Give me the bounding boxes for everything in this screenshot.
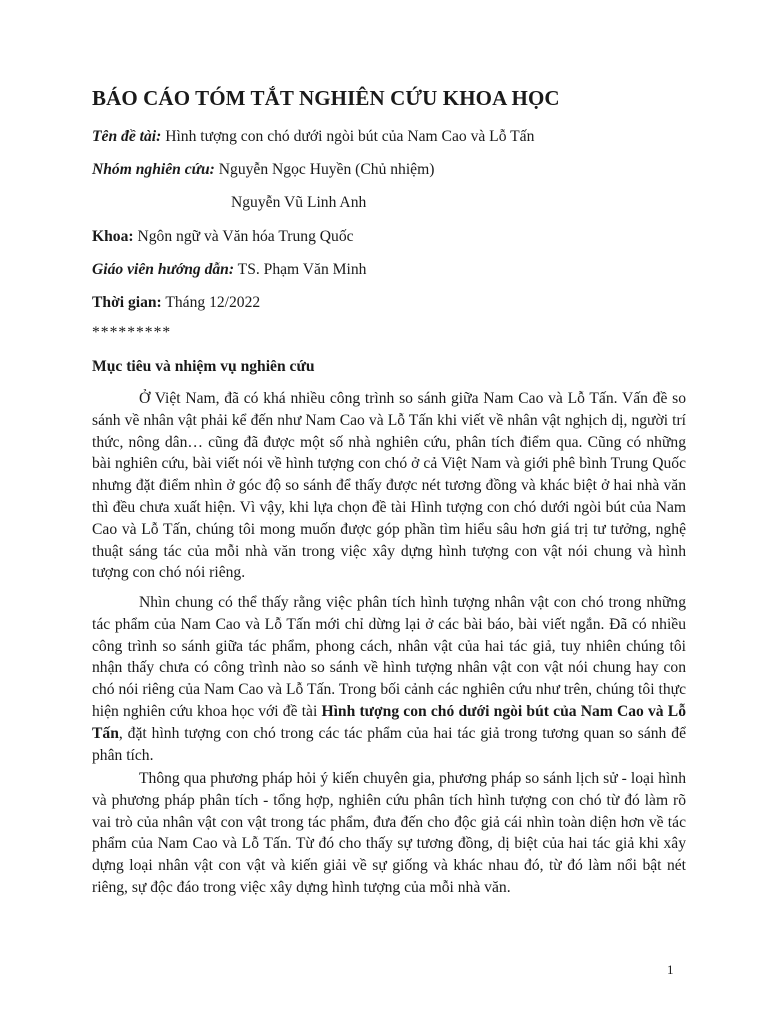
group-member-2: Nguyễn Vũ Linh Anh [231,194,367,211]
topic-label: Tên đề tài: [92,128,162,145]
paragraph-3: Thông qua phương pháp hỏi ý kiến chuyên gia, phương pháp so sánh lịch sử - loại hình và phương pháp phân tích - tổng hợp, nghiên cứu phân tích hình tượng con chó từ đó làm rõ vai trò của nhân vật con vật trong tác phẩm, đưa đến cho độc giả cái nhìn toàn diện hơn về tác phẩm của Nam Cao và Lỗ Tấn. Từ đó cho thấy sự tương đồng, dị biệt của hai tác giả khi xây dựng loại nhân vật con vật và kiến giải về sự giống và khác nhau đó, từ đó làm nổi bật nét riêng, sự độc đáo trong việc xây dựng hình tượng của mỗi nhà văn. [92,770,686,896]
paragraph-1: Ở Việt Nam, đã có khá nhiều công trình so sánh giữa Nam Cao và Lỗ Tấn. Vấn đề so sánh về nhân vật phải kể đến như Nam Cao và Lỗ Tấn khi viết về nhân vật nghịch dị, người trí thức, nông dân… cũng đã được một số nhà nghiên cứu, phân tích điểm qua. Cũng có những bài nghiên cứu, bài viết nói về hình tượng con chó ở cả Việt Nam và giới phê bình Trung Quốc nhưng đặt điểm nhìn ở góc độ so sánh để thấy được nét tương đồng và khác biệt ở hai nhà văn thì đều chưa xuất hiện. Vì vậy, khi lựa chọn đề tài Hình tượng con chó dưới ngòi bút của Nam Cao và Lỗ Tấn, chúng tôi mong muốn được góp phần tìm hiểu sâu hơn giá trị tư tưởng, nghệ thuật sáng tác của mỗi nhà văn trong việc xây dựng hình tượng con vật nói chung và hình tượng con chó nói riêng. [92,390,686,582]
faculty-line [92,228,354,246]
faculty-value: Ngôn ngữ và Văn hóa Trung Quốc [133,228,354,245]
group-label: Nhóm nghiên cứu: [92,161,215,178]
paragraph-2-bold-title: Hình tượng con chó dưới ngòi bút của Nam Cao và Lỗ Tấn [92,702,686,742]
group-member-1: Nguyễn Ngọc Huyền (Chủ nhiệm) [214,161,435,178]
topic-value: Hình tượng con chó dưới ngòi bút của Nam Cao và Lỗ Tấn [161,128,535,145]
advisor-line [92,261,366,279]
section-heading: Mục tiêu và nhiệm vụ nghiên cứu [92,358,315,375]
time-label: Thời gian: [92,294,162,311]
paragraph-2 [92,592,686,766]
paragraph-2-text-before: Nhìn chung có thể thấy rằng việc phân tích hình tượng nhân vật con chó trong những tác phẩm của Nam Cao và Lỗ Tấn mới chỉ dừng lại ở các bài báo, bài viết ngắn. Đã có nhiều công trình so sánh giữa tác phẩm, phong cách, nhân vật của hai tác giả, tuy nhiên chúng tôi nhận thấy chưa có công trình nào so sánh về hình tượng nhân vật con vật nói chung hay con chó nói riêng của Nam Cao và Lỗ Tấn. Trong bối cảnh các nghiên cứu như trên, chúng tôi thực hiện nghiên cứu khoa học với đề tài [92,594,686,720]
faculty-label: Khoa: [92,228,134,245]
separator: ********* [92,324,172,341]
time-value: Tháng 12/2022 [161,294,261,311]
paragraph-2-text-after: , đặt hình tượng con chó trong các tác phẩm của hai tác giả trong tương quan so sánh để phân tích. [92,724,686,764]
time-line [92,294,260,312]
page-number: 1 [667,962,674,977]
group-line [92,161,434,179]
advisor-label: Giáo viên hướng dẫn: [92,261,235,278]
topic-line [92,128,534,146]
advisor-value: TS. Phạm Văn Minh [234,261,367,278]
document-title: BÁO CÁO TÓM TẮT NGHIÊN CỨU KHOA HỌC [92,86,560,110]
